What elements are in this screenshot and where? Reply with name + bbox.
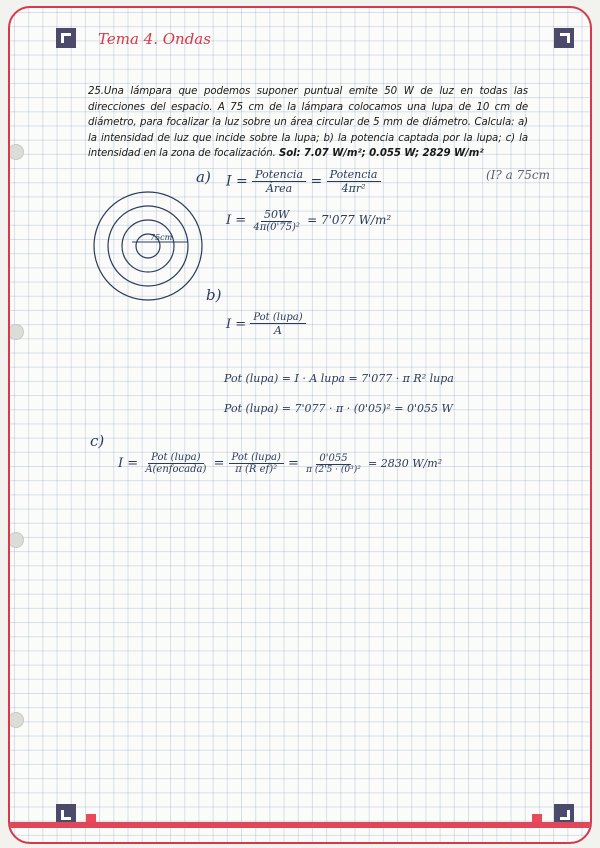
part-b-formula-lhs: I =	[226, 317, 247, 332]
denominator-a: A	[274, 324, 282, 337]
part-c-formula	[118, 452, 442, 475]
part-c-intensity: I =	[118, 456, 139, 471]
outer-circle	[94, 192, 202, 300]
binder-hole-1	[8, 144, 24, 160]
part-b-line-1: Pot (lupa) = I · A lupa = 7'077 · π R² lupa	[224, 372, 454, 385]
bottom-border-strip	[10, 822, 590, 828]
denominator-4pi075: 4π(0'75)²	[253, 222, 300, 233]
equals-sign-c1: =	[213, 456, 225, 471]
part-a-formula	[226, 168, 381, 195]
equals-sign-c2: =	[288, 456, 299, 471]
problem-text: Una lámpara que podemos suponer puntual emite 50 W de luz en todas las direcciones del espacio. A 75 cm de la lámpara colocamos una lupa de 10 cm de diámetro, para focalizar la luz sobre un área circular de 5 mm de diámetro. Calcula: a) la intensidad de luz que incide sobre la lupa; b) la potencia captada por la lupa; c) la intensidad en la zona de focalización.	[88, 86, 528, 159]
part-b-formula	[226, 312, 306, 337]
equals-sign-2: =	[310, 173, 323, 190]
numerator-pot-lupa: Pot (lupa)	[250, 312, 305, 324]
equals-sign-3: =	[235, 213, 247, 228]
binder-hole-2	[8, 324, 24, 340]
fraction-pot-over-a	[250, 312, 305, 337]
intensity-symbol: I	[226, 173, 232, 190]
part-a-result: = 7'077 W/m²	[307, 213, 392, 227]
problem-solution: Sol: 7.07 W/m²; 0.055 W; 2829 W/m²	[278, 148, 484, 159]
part-a-label: a)	[196, 168, 211, 186]
denominator-area: Área	[265, 182, 293, 195]
denominator-4pir2: 4πr²	[341, 182, 366, 195]
fraction-pot-over-a-enfocada	[142, 452, 209, 475]
wave-circles-diagram	[92, 190, 204, 302]
binder-hole-3	[8, 532, 24, 548]
fraction-50w	[250, 208, 303, 233]
numerator-potencia: Potencia	[252, 168, 306, 182]
part-a-calculation	[226, 208, 391, 233]
fraction-0055-over-pi	[303, 453, 364, 475]
part-c-label: c)	[90, 432, 105, 450]
fraction-pot-over-piref	[229, 452, 284, 475]
denominator-pi-25: π (2'5 · (0³)²	[306, 464, 361, 475]
fraction-potencia-area	[252, 168, 306, 195]
intensity-symbol-2: I	[226, 213, 232, 228]
denominator-a-enfocada: A(enfocada)	[145, 464, 207, 475]
problem-statement	[88, 84, 528, 162]
numerator-pot-lupa-c: Pot (lupa)	[148, 452, 203, 464]
binder-hole-4	[8, 712, 24, 728]
notebook-page	[8, 6, 592, 844]
equals-sign: =	[235, 173, 248, 190]
corner-mark-top-right-icon	[554, 28, 574, 48]
numerator-potencia-2: Potencia	[327, 168, 381, 182]
numerator-0055: 0'055	[316, 453, 350, 465]
problem-number: 25.	[88, 86, 104, 97]
denominator-pi-ref: π (R ef)²	[235, 464, 278, 475]
corner-mark-bottom-right-icon	[554, 804, 574, 824]
middle-circle	[108, 206, 188, 286]
radius-label: 75cm	[150, 233, 173, 242]
part-c-result: = 2830 W/m²	[367, 457, 443, 470]
corner-mark-top-left-icon	[56, 28, 76, 48]
inner-circle	[122, 220, 174, 272]
corner-mark-bottom-left-icon	[56, 804, 76, 824]
numerator-pot-lupa-c2: Pot (lupa)	[229, 452, 284, 464]
part-a-note: (I? a 75cm	[486, 168, 551, 182]
fraction-potencia-4pir2	[327, 168, 381, 195]
numerator-50w: 50W	[261, 208, 292, 222]
page-title: Tema 4. Ondas	[98, 30, 211, 48]
part-b-label: b)	[206, 286, 222, 304]
part-b-line-2: Pot (lupa) = 7'077 · π · (0'05)² = 0'055 W	[224, 402, 453, 415]
